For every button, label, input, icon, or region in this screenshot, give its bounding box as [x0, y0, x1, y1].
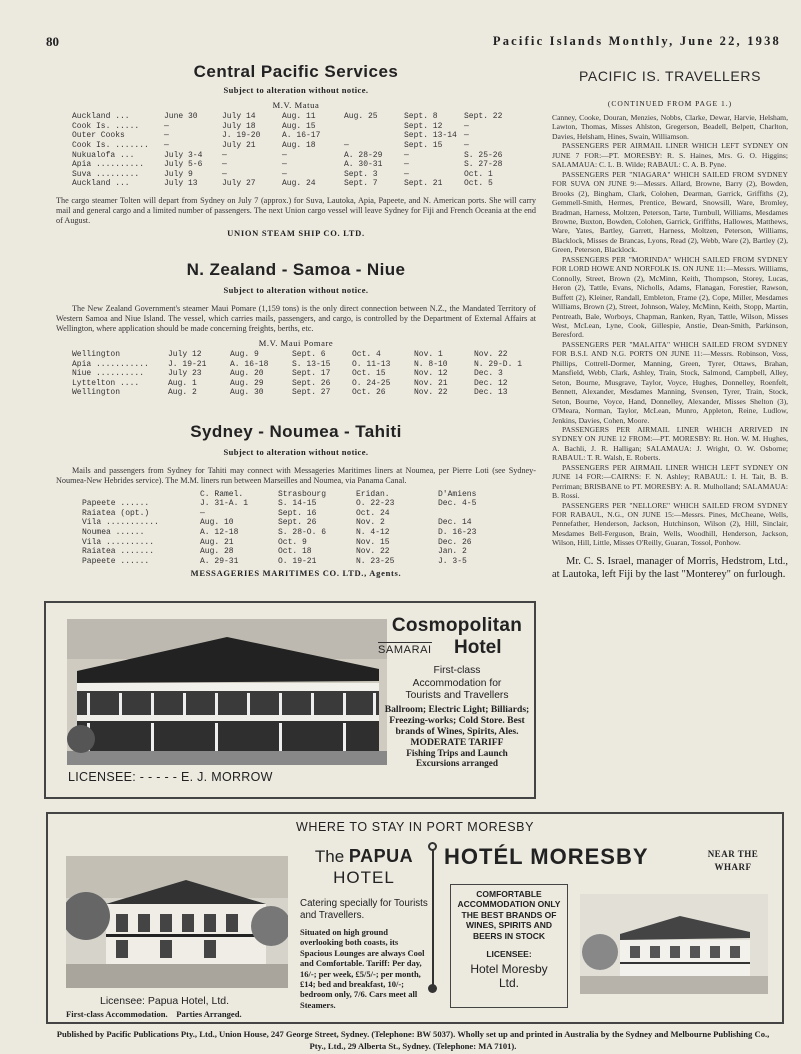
timetable-date-cell: O. 11-13	[352, 359, 391, 369]
timetable-date-cell: Dec. 14	[438, 518, 472, 528]
hotel-moresby-lic-label: LICENSEE:	[486, 949, 532, 960]
cosmopolitan-place: SAMARAI	[378, 644, 432, 656]
hotel-moresby-photo	[580, 894, 768, 994]
timetable-date-cell: —	[404, 150, 409, 160]
timetable-date-cell: Oct. 5	[464, 179, 493, 189]
timetable-date-cell: Nov. 22	[414, 388, 448, 398]
timetable-port-cell: Auckland ...	[72, 179, 130, 189]
travellers-paragraph: PASSENGERS PER "NELLORE" WHICH SAILED FROM SYDNEY FOR RABAUL, N.G., ON JUNE 15:—Messrs. Pines, McCheane, Wells, Pennefather, Henderson, Jackson, Hutchinson, Wilson (2), Hill, Sinclair, Mesdames Bell-Ferguson, Brain, Wells, Woodhill, Henderson, Jackson, Wilson, Hill, Little, Misses O'Reilly, Guaran, Tossol, Ponhow.	[552, 500, 788, 548]
timetable-date-cell: —	[222, 160, 227, 170]
timetable-date-cell: S. 25-26	[464, 150, 503, 160]
timetable-date-cell: Aug. 1	[168, 378, 197, 388]
timetable-date-cell: —	[200, 508, 205, 518]
moresby-ad-heading: WHERE TO STAY IN PORT MORESBY	[295, 820, 535, 834]
timetable-date-cell: O. 24-25	[352, 378, 391, 388]
timetable-header-row	[82, 489, 508, 499]
timetable-date-cell: Dec. 12	[474, 378, 508, 388]
ad-divider-dot-top	[428, 842, 437, 851]
central-title: Central Pacific Services	[193, 62, 399, 81]
timetable-date-cell: Oct. 15	[352, 369, 386, 379]
papua-licensee: Licensee: Papua Hotel, Ltd.	[100, 995, 230, 1007]
timetable-date-cell: Sept. 16	[278, 508, 317, 518]
timetable-date-cell: Aug. 15	[282, 121, 316, 131]
timetable-port-cell: Raiatea (opt.)	[82, 508, 150, 518]
travellers-paragraph: PASSENGERS PER AIRMAIL LINER WHICH LEFT SYDNEY ON JUNE 7 FOR:—PT. MORESBY: R. S. Haines, Mrs. G. O. Higgins; SALAMAUA: C. L. B. Wilde; RABAUL: C. A. B. Pyne.	[552, 141, 788, 170]
publisher-footer: Published by Pacific Publications Pty., Ltd., Union House, 247 George Street, Sydney. (Telephone: BW 5037). Wholly set up and printed in Australia by the Sydney and Melbourne Publishing Co., Pty., Ltd., 29 Alberta St., Sydney. (Telephone: MA 7101).	[56, 1029, 770, 1051]
timetable-date-cell: —	[164, 131, 169, 141]
timetable-date-cell: Aug. 21	[200, 537, 234, 547]
timetable-port-cell: Noumea ......	[82, 528, 145, 538]
timetable-row	[72, 179, 520, 189]
timetable-date-cell: Dec. 26	[438, 537, 472, 547]
timetable-date-cell: D. 16-23	[438, 528, 477, 538]
timetable-date-cell: A. 28-29	[344, 150, 383, 160]
cosmopolitan-title: Cosmopolitan	[391, 615, 523, 636]
timetable-date-cell: Aug. 25	[344, 112, 378, 122]
timetable-date-cell: Sept. 12	[404, 121, 443, 131]
timetable-port-cell: Outer Cooks	[72, 131, 125, 141]
timetable-date-cell: N. 29-D. 1	[474, 359, 523, 369]
timetable-row	[82, 557, 508, 567]
timetable-date-cell: N. 8-10	[414, 359, 448, 369]
timetable-date-cell: Aug. 18	[282, 141, 316, 151]
cosmopolitan-features: Ballroom; Electric Light; Billiards; Freezing-works; Cold Store. Best brands of Wines, Spirits, Ales.	[384, 703, 530, 737]
timetable-row	[72, 160, 520, 170]
cosmopolitan-licensee: LICENSEE: - - - - - E. J. MORROW	[68, 770, 273, 784]
papua-body: Situated on high ground overlooking both coasts, its Spacious Lounges are always Cool and Comfortable. Tariff: Per day, 16/-; per week, £5/5/-; per month, £14; bed and breakfast, 10/-; bedroom only, 7/6. Cars meet all Steamers.	[300, 927, 425, 1010]
timetable-port-cell: Papeete ......	[82, 556, 150, 566]
timetable-date-cell: Aug. 10	[200, 518, 234, 528]
timetable-date-cell: Aug. 11	[282, 112, 316, 122]
timetable-date-cell: Sept. 26	[292, 378, 331, 388]
timetable-date-cell: July 9	[164, 169, 193, 179]
cosmopolitan-tagline: First-class Accommodation for Tourists and Travellers	[405, 665, 509, 701]
timetable-row	[72, 112, 520, 122]
cosmopolitan-hotel-word: Hotel	[454, 637, 502, 658]
timetable-date-cell: Oct. 9	[278, 537, 307, 547]
travellers-paragraph: PASSENGERS PER AIRMAIL LINER WHICH ARRIVED IN SYDNEY ON JUNE 12 FROM:—PT. MORESBY: Rt. Hon. W. M. Hughes, A. Bachli, J. R. Halligan; SALAMAUA: J. Wright, O. W. Osborne; RABAUL: T. R. Walsh, E. Roberts.	[552, 424, 788, 463]
timetable-date-cell: Nov. 1	[414, 349, 443, 359]
timetable-date-cell: Jan. 2	[438, 547, 467, 557]
timetable-row	[82, 518, 508, 528]
timetable-date-cell	[438, 509, 508, 519]
timetable-date-cell: July 18	[222, 121, 256, 131]
papua-hotel-photo	[66, 856, 288, 988]
papua-hotel-word: HOTEL	[333, 868, 395, 887]
timetable-row	[72, 388, 534, 398]
timetable-date-cell: —	[464, 131, 469, 141]
timetable-date-cell: J. 3-5	[438, 556, 467, 566]
timetable-date-cell: Aug. 28	[200, 547, 234, 557]
nz-subtitle: Subject to alteration without notice.	[223, 285, 369, 295]
timetable-port-cell: Suva .........	[72, 169, 140, 179]
timetable-date-cell: Oct. 4	[352, 349, 381, 359]
nz-note: The New Zealand Government's steamer Maui Pomare (1,159 tons) is the only direct connection between N.Z., the Mandated Territory of Western Samoa and Niue Island. The vessel, which carries mails, passengers, and cargo, is controlled by the Department of External Affairs at Wellington, where application should be made concerning freights, berths, etc.	[56, 304, 536, 334]
timetable-date-cell: Dec. 13	[474, 388, 508, 398]
timetable-date-cell: Oct. 26	[352, 388, 386, 398]
timetable-header-cell: Eridan.	[356, 489, 390, 499]
timetable-date-cell: Sept. 15	[404, 141, 443, 151]
timetable-date-cell: Sept. 21	[404, 179, 443, 189]
timetable-date-cell: Oct. 24	[356, 508, 390, 518]
cosmopolitan-text	[376, 615, 538, 769]
papua-title-line	[300, 846, 428, 867]
timetable-port-cell: Vila ..........	[82, 537, 155, 547]
noumea-section	[56, 422, 536, 578]
timetable-row	[72, 141, 520, 151]
page-number: 80	[46, 34, 59, 49]
timetable-port-cell: Niue ..........	[72, 369, 145, 379]
timetable-date-cell: J. 19-20	[222, 131, 261, 141]
timetable-date-cell: Aug. 29	[230, 378, 264, 388]
timetable-date-cell: Sept. 3	[344, 169, 378, 179]
timetable-date-cell: July 21	[222, 141, 256, 151]
central-timetable	[72, 112, 520, 189]
travellers-continued: (CONTINUED FROM PAGE 1.)	[607, 99, 733, 108]
travellers-paragraph: Canney, Cooke, Douran, Menzies, Nobbs, Clarke, Dewar, Harvie, Helsham, Lawton, Thomas, Misses Ahlston, Gregerson, Beadell, Belpett, Charlton, Davies, Helsham, Hines, Swain, Williamson.	[552, 113, 788, 141]
noumea-note: Mails and passengers from Sydney for Tahiti may connect with Messageries Maritimes liners at Noumea, per Pierre Loti (see Sydney-Noumea-New Hebrides service). The M.M. liners run between Marseilles and Noumea, via Panama Canal.	[56, 466, 536, 486]
timetable-row	[82, 537, 508, 547]
timetable-date-cell	[344, 122, 404, 132]
timetable-date-cell: N. 4-12	[356, 528, 390, 538]
travellers-paragraph: PASSENGERS PER "MALAITA" WHICH SAILED FROM SYDNEY FOR B.S.I. AND N.G. PORTS ON JUNE 11:—Messrs. Robinson, Voss, Phillips, Cottrell-Dormer, Manning, Green, Tyrer, Ottaws, Brahan, Mansfield, Webb, Clark, Ashley, Train, Stock, Salmond, Campbell, Alley, Seton, Bourne, Musgrave, Taylor, Voyce, Hughes, Donnelley, Roenfelt, Bennett, Alexander, Mesdames Manning, Svensen, Tyrer, Train, Stock, Seton, Bourne, Voyce, Hand, Donnelley, Alexander, Misses Shelton (3), O'Meara, Norman, Taylor, McLean, Munro, Appleton, Reine, Ludlow, Jenkins, Davies, Cohen, Moore.	[552, 339, 788, 425]
timetable-port-cell: Apia ..........	[72, 160, 145, 170]
timetable-date-cell: O. 19-21	[278, 556, 317, 566]
nz-ship: M.V. Maui Pomare	[258, 337, 334, 348]
timetable-port-cell: Papeete ......	[82, 499, 150, 509]
travellers-title: PACIFIC IS. TRAVELLERS	[578, 68, 762, 84]
timetable-row	[72, 122, 520, 132]
timetable-port-cell: Apia ...........	[72, 359, 149, 369]
timetable-port-cell: Auckland ...	[72, 112, 130, 122]
timetable-date-cell: A. 30-31	[344, 160, 383, 170]
timetable-date-cell: Aug. 20	[230, 369, 264, 379]
nz-timetable	[72, 350, 534, 398]
central-subtitle: Subject to alteration without notice.	[223, 85, 369, 95]
cosmopolitan-hotel-photo	[67, 619, 387, 765]
timetable-port-cell: Cook Is. .......	[72, 141, 149, 151]
ad-divider-dot-bottom	[428, 984, 437, 993]
timetable-row	[82, 499, 508, 509]
timetable-row	[72, 378, 534, 388]
timetable-date-cell: A. 16-18	[230, 359, 269, 369]
timetable-port-cell: Nukualofa ...	[72, 150, 135, 160]
timetable-date-cell: —	[404, 169, 409, 179]
timetable-date-cell: Sept. 22	[464, 112, 503, 122]
timetable-row	[72, 350, 534, 360]
noumea-timetable	[82, 489, 508, 566]
timetable-date-cell: —	[282, 169, 287, 179]
timetable-date-cell: A. 12-18	[200, 528, 239, 538]
hotel-moresby-name: HOTÉL MORESBY	[444, 844, 649, 869]
timetable-date-cell: Nov. 21	[414, 378, 448, 388]
timetable-date-cell: N. 23-25	[356, 556, 395, 566]
hotel-moresby-box	[450, 884, 568, 1008]
timetable-date-cell: J. 31-A. 1	[200, 499, 249, 509]
timetable-date-cell: —	[282, 160, 287, 170]
timetable-date-cell: —	[164, 121, 169, 131]
timetable-date-cell: Aug. 9	[230, 349, 259, 359]
timetable-date-cell: Sept. 27	[292, 388, 331, 398]
timetable-row	[72, 369, 534, 379]
timetable-port-cell: Lyttelton ....	[72, 378, 140, 388]
timetable-date-cell: —	[464, 121, 469, 131]
timetable-date-cell: July 13	[164, 179, 198, 189]
timetable-date-cell: July 23	[168, 369, 202, 379]
timetable-date-cell: Nov. 12	[414, 369, 448, 379]
timetable-date-cell: Sept. 6	[292, 349, 326, 359]
timetable-date-cell: July 12	[168, 349, 202, 359]
timetable-port-cell: Wellington	[72, 388, 121, 398]
timetable-date-cell: Nov. 2	[356, 518, 385, 528]
timetable-row	[72, 150, 520, 160]
central-agent: UNION STEAM SHIP CO. LTD.	[227, 228, 365, 239]
papua-name: PAPUA	[348, 846, 414, 866]
timetable-date-cell: —	[164, 141, 169, 151]
timetable-header-cell	[82, 489, 200, 499]
papua-hotel-text	[300, 846, 428, 1010]
travellers-paragraph: PASSENGERS PER "MORINDA" WHICH SAILED FROM SYDNEY FOR LORD HOWE AND NORFOLK IS. ON JUNE 11:—Messrs. Williams, Connolly, Street, Brown (2), McMinn, Keith, Thompson, Storey, Lucas, Heron (2), Tattle, Evans, Nicholls, Adams, Flanagan, Forestier, Rawson, Buffett (2), Kleiner, Randall, Embleton, Frame (2), Cope, Miller, Mesdames Williams, Brown (2), Street, Johnson, Waley, McMinn, Keith, Stopp, Martin, Pentreath, Bale, Worboys, Chapman, Ranken, Ryan, Tattle, Wilson, Misses West, McLean, Lyne, Cook, Gillespie, Anstie, Dean-Smith, Parkinson, Beresford.	[552, 254, 788, 340]
timetable-date-cell: Nov. 15	[356, 537, 390, 547]
israel-note: Mr. C. S. Israel, manager of Morris, Hedstrom, Ltd., at Lautoka, left Fiji by the last "Monterey" on furlough.	[552, 555, 788, 580]
timetable-date-cell: July 3-4	[164, 150, 203, 160]
timetable-date-cell: S. 28-O. 6	[278, 528, 327, 538]
timetable-row	[72, 131, 520, 141]
central-note: The cargo steamer Tolten will depart from Sydney on July 7 (approx.) for Suva, Lautoka, Apia, Papeete, and N. American ports. She will carry mail and general cargo and a limited number of passengers. The next Union cargo vessel will leave Sydney for Fiji and French Oceania at the end of August.	[56, 195, 536, 226]
cosmopolitan-place-line	[376, 638, 538, 660]
timetable-date-cell: A. 16-17	[282, 131, 321, 141]
timetable-date-cell: Sept. 8	[404, 112, 438, 122]
papua-footer: First-class Accommodation. Parties Arranged.	[66, 1009, 242, 1019]
timetable-date-cell: Sept. 7	[344, 179, 378, 189]
noumea-subtitle: Subject to alteration without notice.	[223, 447, 369, 457]
papua-the: The	[314, 847, 345, 866]
timetable-date-cell: S. 27-28	[464, 160, 503, 170]
travellers-column	[552, 68, 788, 581]
timetable-date-cell: July 27	[222, 179, 256, 189]
hotel-moresby-lic-name: Hotel Moresby Ltd.	[470, 962, 548, 991]
travellers-paragraph: PASSENGERS PER "NIAGARA" WHICH SAILED FROM SYDNEY FOR SUVA ON JUNE 9:—Messrs. Allard, Browne, Barry (2), Bowden, Brooks (2), Bingham, Clark, Colohen, Dearman, Garrick, Griffiths (2), Gemmell-Smith, Hermes, Prentice, Beward, Snowsill, Ware, Bromley, Bradman, Harness, Moltzen, Peterson, Tarte, Turnbull, Williams, Mesdames Browne, Buxton, Bowden, Colohen, Garrick, Griffiths, Hallowes, Matthews, Ware, Yates, Bartley, Garrett, Harness, Moltzen, Peterson, Williams, Blacklock, Misses de Brancas, Lyons, Read (2), Webb, Ware (2), Bartley (2), Green, Peterson, Blacklock.	[552, 169, 788, 255]
timetable-date-cell: Nov. 22	[356, 547, 390, 557]
timetable-date-cell: S. 13-15	[292, 359, 331, 369]
timetable-row	[82, 547, 508, 557]
timetable-date-cell: A. 29-31	[200, 556, 239, 566]
timetable-date-cell: July 14	[222, 112, 256, 122]
timetable-date-cell: Aug. 2	[168, 388, 197, 398]
timetable-date-cell: Sept. 26	[278, 518, 317, 528]
nz-samoa-niue-section	[56, 260, 536, 398]
timetable-date-cell: —	[222, 169, 227, 179]
hotel-moresby-box-text: COMFORTABLE ACCOMMODATION ONLY THE BEST BRANDS OF WINES, SPIRITS AND BEERS IN STOCK	[457, 889, 561, 941]
timetable-header-cell: D'Amiens	[438, 489, 477, 499]
timetable-date-cell: July 5-6	[164, 160, 203, 170]
ad-divider	[432, 846, 434, 986]
timetable-row	[72, 359, 534, 369]
timetable-date-cell: Sept. 13-14	[404, 131, 457, 141]
timetable-date-cell: Dec. 3	[474, 369, 503, 379]
timetable-row	[82, 509, 508, 519]
timetable-port-cell: Raiatea .......	[82, 547, 155, 557]
timetable-header-cell: C. Ramel.	[200, 489, 244, 499]
central-ship: M.V. Matua	[272, 100, 320, 110]
travellers-paragraph: PASSENGERS PER AIRMAIL LINER WHICH LEFT SYDNEY ON JUNE 14 FOR:—CAIRNS: F. N. Ashley; RABAUL: I. H. Tait, B. B. Perriman; BRISBANE to PT. MORESBY: A. R. Mulholland; SALAMAUA: B. Rossi.	[552, 462, 788, 501]
cosmopolitan-extra: Fishing Trips and Launch Excursions arranged	[406, 747, 508, 768]
timetable-date-cell: Oct. 18	[278, 547, 312, 557]
timetable-date-cell: —	[344, 141, 349, 151]
timetable-date-cell: Aug. 24	[282, 179, 316, 189]
timetable-date-cell: —	[464, 141, 469, 151]
timetable-date-cell	[344, 131, 404, 141]
magazine-title: Pacific Islands Monthly, June 22, 1938	[492, 34, 781, 48]
port-moresby-ad	[46, 812, 784, 1024]
timetable-date-cell: —	[282, 150, 287, 160]
noumea-agent: MESSAGERIES MARITIMES CO. LTD., Agents.	[190, 568, 402, 579]
cosmopolitan-tariff: MODERATE TARIFF	[410, 736, 504, 748]
timetable-port-cell: Vila ...........	[82, 518, 159, 528]
timetable-date-cell: O. 22-23	[356, 499, 395, 509]
timetable-date-cell: S. 14-15	[278, 499, 317, 509]
timetable-date-cell: Sept. 17	[292, 369, 331, 379]
timetable-date-cell: J. 19-21	[168, 359, 207, 369]
cosmopolitan-hotel-ad	[44, 601, 536, 799]
timetable-row	[82, 528, 508, 538]
timetable-date-cell: Dec. 4-5	[438, 499, 477, 509]
travellers-text	[552, 113, 788, 548]
timetable-date-cell: June 30	[164, 112, 198, 122]
timetable-date-cell: —	[222, 150, 227, 160]
timetable-port-cell: Cook Is. .....	[72, 121, 140, 131]
central-pacific-section	[56, 62, 536, 238]
noumea-title: Sydney - Noumea - Tahiti	[190, 422, 402, 441]
hotel-moresby-near: NEAR THE WHARF	[707, 849, 759, 872]
papua-tagline: Catering specially for Tourists and Travellers.	[300, 898, 428, 921]
timetable-date-cell: Oct. 1	[464, 169, 493, 179]
timetable-date-cell: —	[404, 160, 409, 170]
timetable-date-cell: Nov. 22	[474, 349, 508, 359]
timetable-date-cell: Aug. 30	[230, 388, 264, 398]
timetable-port-cell: Wellington	[72, 349, 121, 359]
nz-title: N. Zealand - Samoa - Niue	[186, 260, 406, 279]
timetable-row	[72, 170, 520, 180]
timetable-header-cell: Strasbourg	[278, 489, 327, 499]
page-header	[0, 34, 801, 54]
